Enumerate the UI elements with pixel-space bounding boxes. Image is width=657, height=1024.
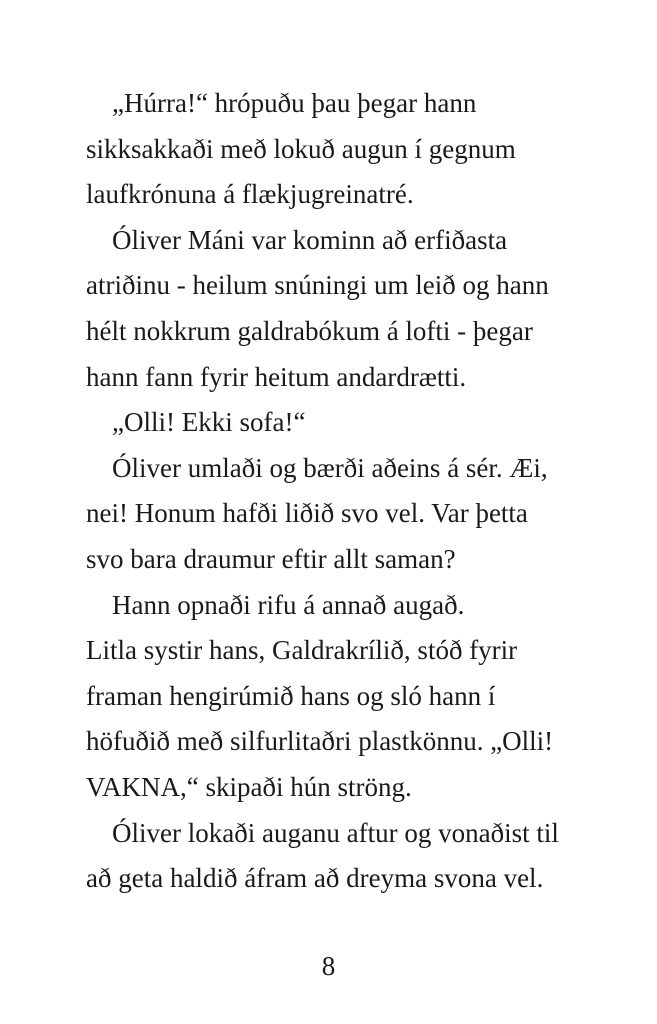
text-line: „Olli! Ekki sofa!“ [112,407,306,438]
text-line: nei! Honum hafði liðið svo vel. Var þetta [86,498,528,529]
text-line: svo bara draumur eftir allt saman? [86,543,456,574]
text-line: Hann opnaði rifu á annað augað. [112,589,465,620]
text-line: höfuðið með silfurlitaðri plastkönnu. „Olli! [86,726,554,757]
text-line: að geta haldið áfram að dreyma svona vel. [86,863,544,894]
text-line: atriðinu - heilum snúningi um leið og hann [86,270,549,301]
text-line: Litla systir hans, Galdrakrílið, stóð fyrir [86,635,518,666]
text-line: sikksakkaði með lokuð augun í gegnum [86,133,516,164]
text-line: Óliver lokaði auganu aftur og vonaðist til [112,817,559,848]
page-number: 8 [321,951,336,981]
text-line: „Húrra!“ hrópuðu þau þegar hann [112,88,477,118]
text-line: VAKNA,“ skipaði hún ströng. [86,771,412,802]
text-line: hélt nokkrum galdrabókum á lofti - þegar [86,315,533,346]
text-line: framan hengirúmið hans og sló hann í [86,680,496,711]
text-line: hann fann fyrir heitum andardrætti. [86,361,467,392]
text-line: Óliver umlaði og bærði aðeins á sér. Æi, [112,452,548,483]
text-line: laufkrónuna á flækjugreinatré. [86,179,414,210]
body-text [86,81,596,902]
text-line: Óliver Máni var kominn að erfiðasta [112,224,508,255]
